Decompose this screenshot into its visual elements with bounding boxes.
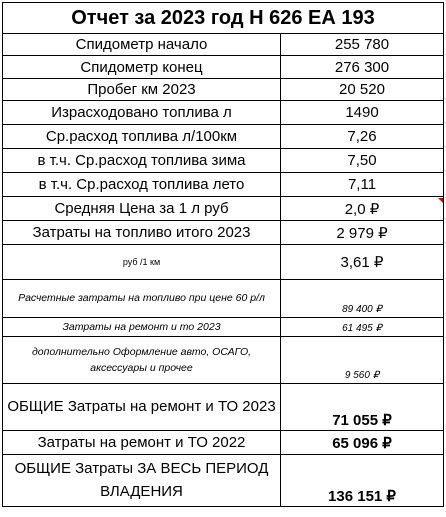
row-label: Спидометр конец: [3, 56, 281, 79]
row-value: 7,11: [281, 173, 444, 197]
comment-indicator: [438, 198, 443, 203]
row-value: 3,61 ₽: [281, 245, 444, 280]
row-label: руб /1 км: [3, 245, 281, 280]
table-row: [3, 221, 444, 245]
table-row: [3, 149, 444, 173]
row-label: дополнительно Оформление авто, ОСАГО, аксессуары и прочее: [3, 337, 281, 384]
table-row: [3, 431, 444, 455]
table-row: [3, 197, 444, 221]
row-value: 89 400 ₽: [281, 280, 444, 318]
row-label: Пробег км 2023: [3, 79, 281, 101]
row-label: Средняя Цена за 1 л руб: [3, 197, 281, 221]
report-table: [2, 2, 444, 507]
row-value: 65 096 ₽: [281, 431, 444, 455]
table-row: [3, 318, 444, 337]
row-label: Затраты на ремонт и то 2023: [3, 318, 281, 337]
row-value: 9 560 ₽: [281, 337, 444, 384]
row-value: 7,50: [281, 149, 444, 173]
table-row: [3, 384, 444, 431]
table-row: [3, 337, 444, 384]
table-row: [3, 125, 444, 149]
row-value: 2,0 ₽: [281, 197, 444, 221]
row-label: в т.ч. Ср.расход топлива зима: [3, 149, 281, 173]
row-value: 276 300: [281, 56, 444, 79]
row-label: Расчетные затраты на топливо при цене 60 р/л: [3, 280, 281, 318]
row-value: 255 780: [281, 34, 444, 56]
row-value: 136 151 ₽: [281, 455, 444, 507]
row-label: в т.ч. Ср.расход топлива лето: [3, 173, 281, 197]
table-row: [3, 34, 444, 56]
row-label: ОБЩИЕ Затраты на ремонт и ТО 2023: [3, 384, 281, 431]
report-title: Отчет за 2023 год Н 626 ЕА 193: [3, 3, 444, 34]
row-value: 61 495 ₽: [281, 318, 444, 337]
row-value: 2 979 ₽: [281, 221, 444, 245]
row-value: 1490: [281, 101, 444, 125]
table-row: [3, 280, 444, 318]
row-label: Израсходовано топлива л: [3, 101, 281, 125]
table-row: [3, 455, 444, 507]
row-label: Затраты на топливо итого 2023: [3, 221, 281, 245]
row-value: 20 520: [281, 79, 444, 101]
report-sheet: [2, 2, 443, 515]
title-row: [3, 3, 444, 34]
table-row: [3, 245, 444, 280]
row-label: ОБЩИЕ Затраты ЗА ВЕСЬ ПЕРИОД ВЛАДЕНИЯ: [3, 455, 281, 507]
row-value: 7,26: [281, 125, 444, 149]
row-label: Спидометр начало: [3, 34, 281, 56]
table-row: [3, 101, 444, 125]
table-row: [3, 173, 444, 197]
table-row: [3, 56, 444, 79]
row-label: Ср.расход топлива л/100км: [3, 125, 281, 149]
row-value: 71 055 ₽: [281, 384, 444, 431]
table-row: [3, 79, 444, 101]
row-label: Затраты на ремонт и ТО 2022: [3, 431, 281, 455]
